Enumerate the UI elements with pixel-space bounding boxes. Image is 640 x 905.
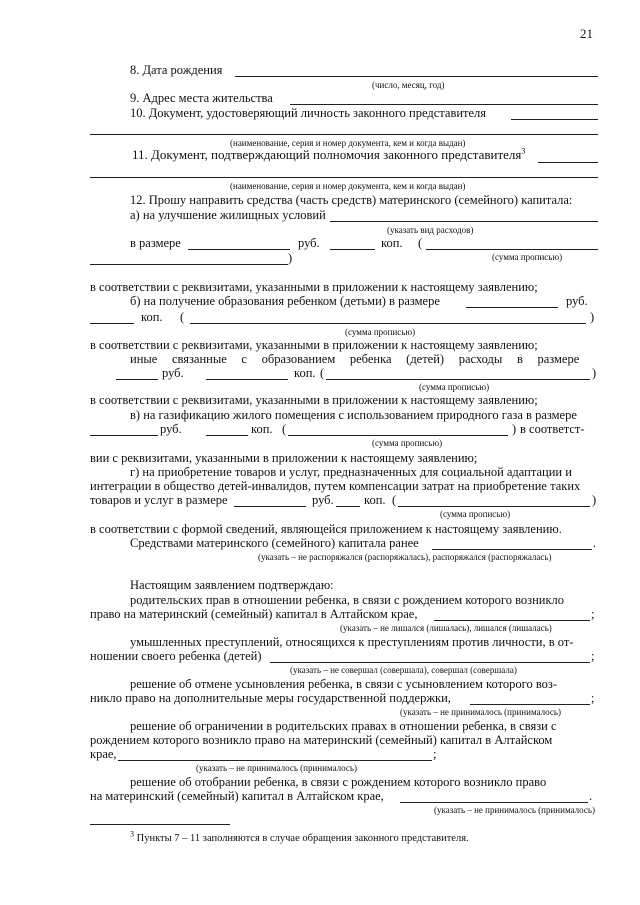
adaptation-words-line[interactable] — [398, 506, 590, 507]
gas-open: ( — [282, 422, 287, 436]
c4-line1: решение об ограничении в родительских правах в отношении ребенка, в связи с — [130, 719, 557, 733]
c4-line2: рождением которого возникло право на материнский (семейный) капитал в Алтайском — [90, 733, 553, 747]
other-kop-line[interactable] — [206, 379, 288, 380]
education-kop-line[interactable] — [90, 323, 134, 324]
gas-rub-line[interactable] — [90, 435, 158, 436]
c5-dot: . — [589, 789, 593, 803]
c1-fill[interactable] — [434, 620, 590, 621]
footnote-divider — [90, 824, 230, 825]
housing-open: ( — [418, 236, 423, 250]
education-words-line[interactable] — [190, 323, 586, 324]
c1-hint: (указать – не лишался (лишалась), лишался (лишалась) — [340, 623, 552, 633]
address-line[interactable] — [290, 104, 598, 105]
c3-semi: ; — [591, 691, 595, 705]
c4-hint: (указать – не принималось (принималось) — [196, 763, 357, 773]
footnote-mark: 3 — [521, 146, 526, 156]
education-label: б) на получение образования ребенком (детьми) в размере — [130, 294, 440, 308]
gas-kop: коп. — [251, 422, 273, 436]
education-open: ( — [180, 310, 185, 324]
adaptation-line-3: товаров и услуг в размере — [90, 493, 228, 507]
c3-line1: решение об отмене усыновления ребенка, в связи с усыновлением которого воз- — [130, 677, 557, 691]
other-close: ) — [592, 366, 597, 380]
c2-line1: умышленных преступлений, относящихся к преступлениям против личности, в от- — [130, 635, 574, 649]
gas-close: ) — [512, 422, 517, 436]
c2-fill[interactable] — [270, 662, 590, 663]
gas-kop-line[interactable] — [206, 435, 248, 436]
prior-dot: . — [593, 536, 597, 550]
c2-line2: ношении своего ребенка (детей) — [90, 649, 262, 663]
id-doc-line-1[interactable] — [511, 119, 598, 120]
other-label: иные связанные с образованием ребенка (детей) расходы в размере — [130, 352, 580, 366]
adaptation-rub: руб. — [312, 493, 334, 507]
other-after: в соответствии с реквизитами, указанными в приложении к настоящему заявлению; — [90, 393, 538, 407]
c4-line3: крае, — [90, 747, 117, 761]
other-rub-line[interactable] — [116, 379, 158, 380]
prior-line[interactable] — [432, 549, 592, 550]
other-words-line[interactable] — [326, 379, 590, 380]
item10-hint: (наименование, серия и номер документа, кем и когда выдан) — [230, 138, 466, 148]
housing-close: ) — [288, 251, 293, 265]
item8-hint: (число, месяц, год) — [372, 80, 445, 90]
item11-label: 11. Документ, подтверждающий полномочия законного представителя$^3$ — [132, 146, 526, 162]
birth-date-line[interactable] — [235, 76, 598, 77]
adaptation-line-1: г) на приобретение товаров и услуг, предназначенных для социальной адаптации и — [130, 465, 572, 479]
c3-line2: никло право на дополнительные меры государственной поддержки, — [90, 691, 451, 705]
education-rub: руб. — [566, 294, 588, 308]
c5-fill[interactable] — [400, 802, 588, 803]
c3-hint: (указать – не принималось (принималось) — [400, 707, 561, 717]
gas-label: в) на газификацию жилого помещения с использованием природного газа в размере — [130, 408, 577, 422]
c4-fill[interactable] — [118, 760, 432, 761]
c5-hint: (указать – не принималось (принималось) — [434, 805, 595, 815]
item9-label: 9. Адрес места жительства — [130, 91, 273, 105]
confirm-title: Настоящим заявлением подтверждаю: — [130, 578, 334, 592]
housing-words-line-1[interactable] — [426, 249, 598, 250]
other-open: ( — [320, 366, 325, 380]
c1-semi: ; — [591, 607, 595, 621]
c2-semi: ; — [591, 649, 595, 663]
housing-label: а) на улучшение жилищных условий — [130, 208, 326, 222]
housing-rub: руб. — [298, 236, 320, 250]
adaptation-kop: коп. — [364, 493, 386, 507]
adaptation-kop-line[interactable] — [336, 506, 360, 507]
housing-rub-line[interactable] — [188, 249, 290, 250]
education-after: в соответствии с реквизитами, указанными в приложении к настоящему заявлению; — [90, 338, 538, 352]
housing-after: в соответствии с реквизитами, указанными в приложении к настоящему заявлению; — [90, 280, 538, 294]
adaptation-open: ( — [392, 493, 397, 507]
adaptation-hint: (сумма прописью) — [440, 509, 511, 519]
gas-rub: руб. — [160, 422, 182, 436]
housing-hint2: (сумма прописью) — [492, 252, 563, 262]
authority-doc-line-2[interactable] — [90, 177, 598, 178]
c5-line2: на материнский (семейный) капитал в Алтайском крае, — [90, 789, 384, 803]
adaptation-after: в соответствии с формой сведений, являющейся приложением к настоящему заявлению. — [90, 522, 562, 536]
education-kop: коп. — [141, 310, 163, 324]
c5-line1: решение об отобрании ребенка, в связи с рождением которого возникло право — [130, 775, 547, 789]
education-close: ) — [590, 310, 595, 324]
id-doc-line-2[interactable] — [90, 134, 598, 135]
adaptation-line-2: интеграции в общество детей-инвалидов, путем компенсации затрат на приобретение таких — [90, 479, 581, 493]
footnote — [130, 829, 469, 846]
prior-hint: (указать – не распоряжался (распоряжалась), распоряжался (распоряжалась) — [258, 552, 552, 562]
c2-hint: (указать – не совершал (совершала), совершал (совершала) — [290, 665, 517, 675]
housing-kop-line[interactable] — [330, 249, 375, 250]
other-rub: руб. — [162, 366, 184, 380]
other-hint: (сумма прописью) — [419, 382, 490, 392]
adaptation-close: ) — [592, 493, 597, 507]
gas-tail: в соответст- — [520, 422, 585, 436]
authority-doc-line-1[interactable] — [538, 162, 598, 163]
footnote-number: 3 — [130, 829, 134, 839]
gas-words-line[interactable] — [288, 435, 508, 436]
page-number: 21 — [580, 26, 593, 41]
c4-semi: ; — [433, 747, 437, 761]
housing-hint: (указать вид расходов) — [387, 225, 474, 235]
adaptation-rub-line[interactable] — [234, 506, 306, 507]
education-hint: (сумма прописью) — [345, 327, 416, 337]
other-kop: коп. — [294, 366, 316, 380]
housing-size-label: в размере — [130, 236, 181, 250]
housing-kop: коп. — [381, 236, 403, 250]
item8-label: 8. Дата рождения — [130, 63, 223, 77]
housing-type-line[interactable] — [330, 221, 598, 222]
c3-fill[interactable] — [470, 704, 590, 705]
c1-line1: родительских прав в отношении ребенка, в связи с рождением которого возникло — [130, 593, 565, 607]
education-rub-line[interactable] — [466, 307, 558, 308]
c1-line2: право на материнский (семейный) капитал в Алтайском крае, — [90, 607, 418, 621]
prior-label: Средствами материнского (семейного) капитала ранее — [130, 536, 419, 550]
gas-after: вии с реквизитами, указанными в приложении к настоящему заявлению; — [90, 451, 478, 465]
footnote-text: Пункты 7 – 11 заполняются в случае обращения законного представителя. — [136, 833, 469, 844]
item10-label: 10. Документ, удостоверяющий личность законного представителя — [130, 106, 487, 120]
item12-label: 12. Прошу направить средства (часть средств) материнского (семейного) капитала: — [130, 193, 573, 207]
gas-hint: (сумма прописью) — [372, 438, 443, 448]
housing-words-line-2[interactable] — [90, 264, 288, 265]
item11-hint: (наименование, серия и номер документа, кем и когда выдан) — [230, 181, 466, 191]
